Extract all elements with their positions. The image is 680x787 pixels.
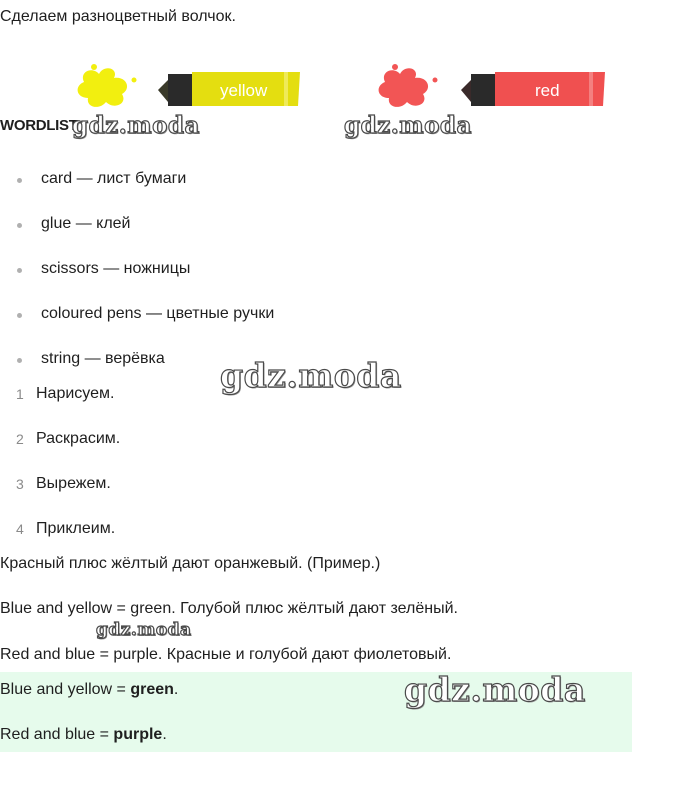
bullet-icon xyxy=(17,313,22,318)
red-marker-label: red xyxy=(535,81,560,100)
watermark: gdz.moda xyxy=(220,356,402,395)
yellow-marker-image xyxy=(74,62,309,112)
wordlist-title: WORDLIST xyxy=(0,117,78,134)
step-text: Вырежем. xyxy=(36,475,111,492)
answer-text: Blue and yellow = xyxy=(0,681,131,698)
step-text: Приклеим. xyxy=(36,520,116,537)
list-item-text: scissors — ножницы xyxy=(41,260,191,277)
paragraph: Red and blue = purple. Красные и голубой дают фиолетовый. xyxy=(0,646,452,663)
answer-text: Red and blue = xyxy=(0,726,114,743)
intro-text: Сделаем разноцветный волчок. xyxy=(0,8,236,25)
red-marker-image xyxy=(375,62,610,112)
answer-line xyxy=(0,681,178,699)
list-item-text: card — лист бумаги xyxy=(41,170,187,187)
list-item-text: coloured pens — цветные ручки xyxy=(41,305,275,322)
step-number: 2 xyxy=(16,431,24,447)
paragraph: Blue and yellow = green. Голубой плюс жёлтый дают зелёный. xyxy=(0,600,458,617)
list-item-text: glue — клей xyxy=(41,215,131,232)
step-text: Нарисуем. xyxy=(36,385,115,402)
bullet-icon xyxy=(17,178,22,183)
step-text: Раскрасим. xyxy=(36,430,121,447)
bullet-icon xyxy=(17,268,22,273)
watermark: gdz.moda xyxy=(404,670,586,709)
watermark: gdz.moda xyxy=(96,620,192,640)
answer-line xyxy=(0,726,167,744)
answer-suffix: . xyxy=(173,681,179,698)
watermark: gdz.moda xyxy=(72,112,200,139)
step-number: 3 xyxy=(16,476,24,492)
answer-bold: purple xyxy=(113,726,163,743)
step-number: 4 xyxy=(16,521,24,537)
paragraph: Красный плюс жёлтый дают оранжевый. (Пример.) xyxy=(0,555,381,572)
bullet-icon xyxy=(17,358,22,363)
yellow-marker-label: yellow xyxy=(220,81,268,100)
answer-suffix: . xyxy=(162,726,167,743)
answer-bold: green xyxy=(130,681,174,698)
bullet-icon xyxy=(17,223,22,228)
list-item-text: string — верёвка xyxy=(41,350,165,367)
watermark: gdz.moda xyxy=(344,112,472,139)
step-number: 1 xyxy=(16,386,24,402)
